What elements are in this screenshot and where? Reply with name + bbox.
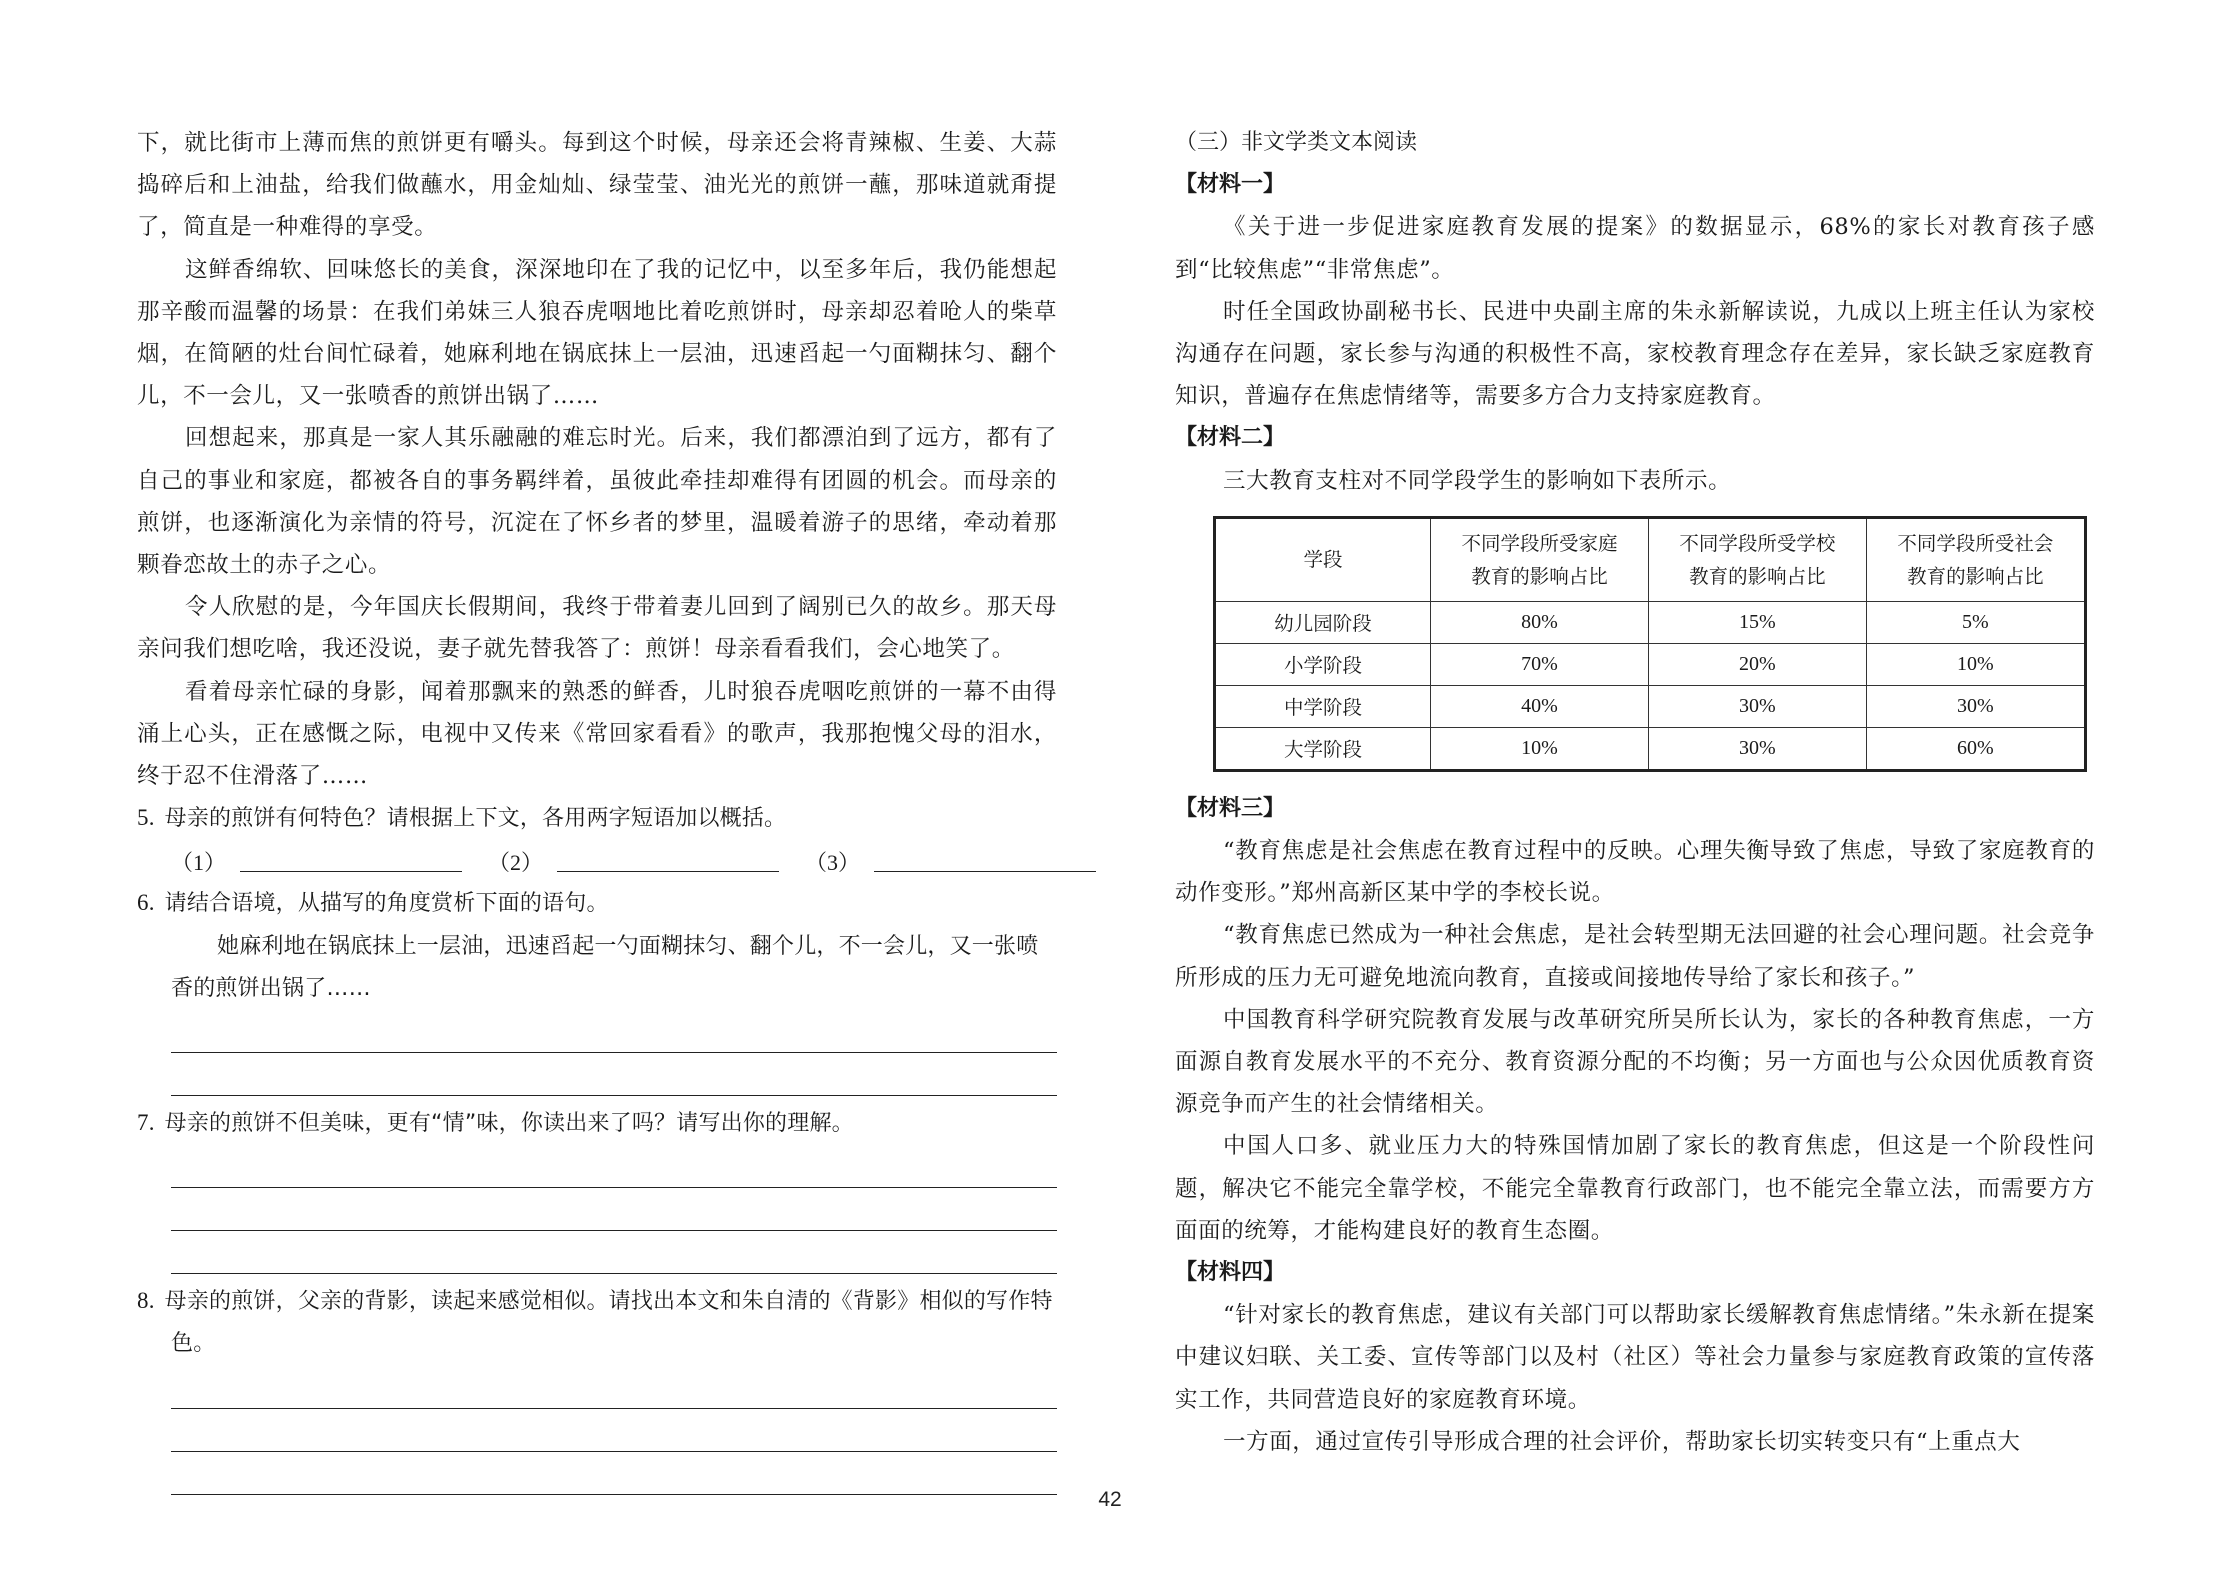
answer-line[interactable] [171, 1053, 1057, 1096]
table-header-cell: 不同学段所受社会 教育的影响占比 [1866, 517, 2085, 601]
material-2-label: 【材料二】 [1175, 425, 1286, 451]
question-6-answer-area[interactable] [137, 1010, 1057, 1096]
answer-line[interactable] [171, 1010, 1057, 1053]
table-cell: 10% [1431, 727, 1649, 770]
blank-2[interactable] [488, 841, 779, 882]
answer-line[interactable] [171, 1409, 1057, 1452]
table-row [1215, 601, 2086, 643]
question-7-answer-area[interactable] [137, 1145, 1057, 1274]
answer-blank[interactable] [874, 841, 1096, 872]
question-8-answer-area[interactable] [137, 1366, 1057, 1495]
table-cell: 30% [1866, 685, 2085, 727]
material-paragraph: “针对家长的教育焦虑，建议有关部门可以帮助家长缓解教育焦虑情绪。”朱永新在提案中建议妇联、关工委、宣传等部门以及村（社区）等社会力量参与家庭教育政策的宣传落实工作，共同营造良好的家庭教育环境。 [1175, 1302, 2095, 1413]
table-cell: 40% [1431, 685, 1649, 727]
table-cell: 小学阶段 [1215, 643, 1431, 685]
material-paragraph: 中国教育科学研究院教育发展与改革研究所吴所长认为，家长的各种教育焦虑，一方面源自教育发展水平的不充分、教育资源分配的不均衡；另一方面也与公众因优质教育资源竞争而产生的社会情绪相关。 [1175, 1006, 2095, 1118]
material-paragraph: 《关于进一步促进家庭教育发展的提案》的数据显示，68%的家长对教育孩子感到“比较焦虑”“非常焦虑”。 [1175, 214, 2095, 283]
table-cell: 70% [1431, 643, 1649, 685]
blank-1[interactable] [171, 841, 462, 882]
question-7 [137, 1102, 1057, 1145]
table-header-cell: 不同学段所受家庭 教育的影响占比 [1431, 517, 1649, 601]
material-1-label: 【材料一】 [1175, 172, 1286, 198]
table-row [1215, 643, 2086, 685]
question-5 [137, 797, 1057, 840]
right-column [1175, 122, 2095, 1463]
answer-line[interactable] [171, 1188, 1057, 1231]
blank-3[interactable] [805, 841, 1096, 882]
left-column [137, 122, 1057, 1495]
table-header-row [1215, 517, 2086, 601]
table-cell: 15% [1648, 601, 1866, 643]
table-cell: 80% [1431, 601, 1649, 643]
material-3-label: 【材料三】 [1175, 795, 1286, 821]
table-cell: 5% [1866, 601, 2085, 643]
question-text: 母亲的煎饼不但美味，更有“情”味，你读出来了吗？请写出你的理解。 [164, 1111, 854, 1137]
table-cell: 60% [1866, 727, 2085, 770]
story-paragraph: 下，就比街市上薄而焦的煎饼更有嚼头。每到这个时候，母亲还会将青辣椒、生姜、大蒜捣碎后和上油盐，给我们做蘸水，用金灿灿、绿莹莹、油光光的煎饼一蘸，那味道就甭提了，简直是一种难得的享受。 [137, 130, 1057, 241]
question-text: 母亲的煎饼，父亲的背影，读起来感觉相似。请找出本文和朱自清的《背影》相似的写作特色。 [164, 1289, 1053, 1357]
material-4-label: 【材料四】 [1175, 1260, 1286, 1286]
material-paragraph: “教育焦虑已然成为一种社会焦虑，是社会转型期无法回避的社会心理问题。社会竞争所形成的压力无可避免地流向教育，直接或间接地传导给了家长和孩子。” [1175, 922, 2095, 991]
question-6 [137, 882, 1057, 925]
blank-label: （3） [805, 850, 861, 876]
table-header-cell: 不同学段所受学校 教育的影响占比 [1648, 517, 1866, 601]
story-paragraph: 看着母亲忙碌的身影，闻着那飘来的熟悉的鲜香，儿时狼吞虎咽吃煎饼的一幕不由得涌上心头，正在感慨之际，电视中又传来《常回家看看》的歌声，我那抱愧父母的泪水，终于忍不住滑落了…… [137, 678, 1057, 790]
table-cell: 大学阶段 [1215, 727, 1431, 770]
material-paragraph: 中国人口多、就业压力大的特殊国情加剧了家长的教育焦虑，但这是一个阶段性问题，解决它不能完全靠学校，不能完全靠教育行政部门，也不能完全靠立法，而需要方方面面的统筹，才能构建良好的教育生态圈。 [1175, 1133, 2095, 1244]
question-number: 8. [137, 1288, 155, 1314]
question-number: 7. [137, 1110, 155, 1136]
story-paragraph: 回想起来，那真是一家人其乐融融的难忘时光。后来，我们都漂泊到了远方，都有了自己的事业和家庭，都被各自的事务羁绊着，虽彼此牵挂却难得有团圆的机会。而母亲的煎饼，也逐渐演化为亲情的符号，沉淀在了怀乡者的梦里，温暖着游子的思绪，牵动着那颗眷恋故土的赤子之心。 [137, 425, 1057, 579]
answer-line[interactable] [171, 1145, 1057, 1188]
material-paragraph: 三大教育支柱对不同学段学生的影响如下表所示。 [1223, 467, 1732, 494]
education-influence-table [1213, 516, 2087, 772]
question-5-blanks [137, 840, 1057, 882]
material-paragraph: 时任全国政协副秘书长、民进中央副主席的朱永新解读说，九成以上班主任认为家校沟通存在问题，家长参与沟通的积极性不高，家校教育理念存在差异，家长缺乏家庭教育知识，普遍存在焦虑情绪等，需要多方合力支持家庭教育。 [1175, 298, 2095, 410]
answer-blank[interactable] [240, 841, 462, 872]
table-cell: 幼儿园阶段 [1215, 601, 1431, 643]
question-number: 6. [137, 890, 155, 916]
table-header-cell: 学段 [1215, 517, 1431, 601]
material-paragraph: “教育焦虑是社会焦虑在教育过程中的反映。心理失衡导致了焦虑，导致了家庭教育的动作变形。”郑州高新区某中学的李校长说。 [1175, 838, 2095, 907]
table-cell: 30% [1648, 727, 1866, 770]
question-text: 请结合语境，从描写的角度赏析下面的语句。 [164, 891, 609, 917]
answer-line[interactable] [171, 1231, 1057, 1274]
question-6-quote: 她麻利地在锅底抹上一层油，迅速舀起一勺面糊抹匀、翻个儿，不一会儿，又一张喷香的煎饼出锅了…… [171, 933, 1039, 1001]
blank-label: （2） [488, 850, 544, 876]
section-title: （三）非文学类文本阅读 [1175, 130, 1418, 155]
table-cell: 30% [1648, 685, 1866, 727]
page-number: 42 [1098, 1488, 1122, 1511]
story-paragraph: 令人欣慰的是，今年国庆长假期间，我终于带着妻儿回到了阔别已久的故乡。那天母亲问我们想吃啥，我还没说，妻子就先替我答了：煎饼！母亲看看我们，会心地笑了。 [137, 594, 1057, 663]
answer-blank[interactable] [557, 841, 779, 872]
question-number: 5. [137, 805, 155, 831]
question-8 [137, 1280, 1057, 1365]
answer-line[interactable] [171, 1366, 1057, 1409]
table-cell: 10% [1866, 643, 2085, 685]
table-row [1215, 685, 2086, 727]
table-row [1215, 727, 2086, 770]
question-text: 母亲的煎饼有何特色？请根据上下文，各用两字短语加以概括。 [164, 806, 787, 832]
table-cell: 20% [1648, 643, 1866, 685]
story-paragraph: 这鲜香绵软、回味悠长的美食，深深地印在了我的记忆中，以至多年后，我仍能想起那辛酸而温馨的场景：在我们弟妹三人狼吞虎咽地比着吃煎饼时，母亲却忍着呛人的柴草烟，在简陋的灶台间忙碌着，她麻利地在锅底抹上一层油，迅速舀起一勺面糊抹匀、翻个儿，不一会儿，又一张喷香的煎饼出锅了…… [137, 256, 1057, 410]
blank-label: （1） [171, 850, 227, 876]
material-paragraph: 一方面，通过宣传引导形成合理的社会评价，帮助家长切实转变只有“上重点大 [1223, 1428, 2021, 1455]
table-cell: 中学阶段 [1215, 685, 1431, 727]
